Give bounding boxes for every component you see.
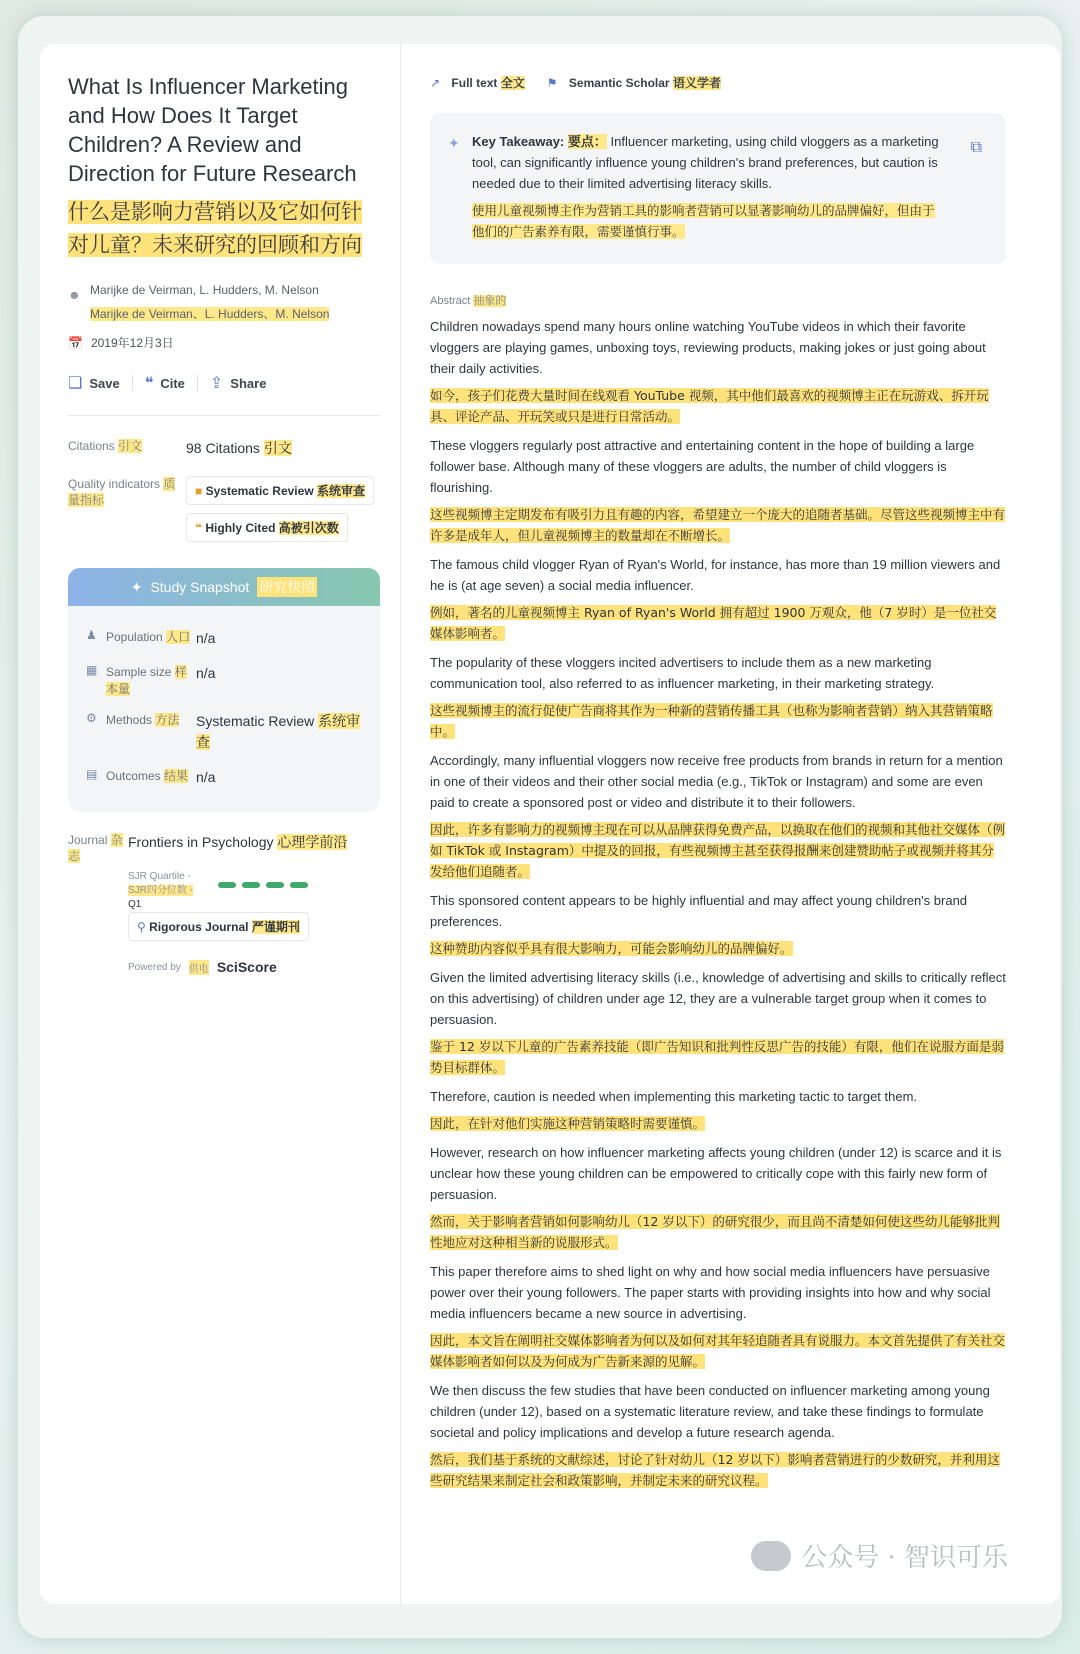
abstract-paragraph-en: These vloggers regularly post attractive and entertaining content in the hope of building a large follower base. Although many of these vloggers are adults, the number of child vloggers is flourishing.	[430, 438, 975, 495]
abstract-paragraph-en: Accordingly, many influential vloggers now receive free products from brands in return for a mention in one of their videos and their other social media (e.g., TikTok or Instagram) and some are even paid to create a sponsored post or video and distribute it to their followers.	[430, 753, 1003, 810]
abstract-paragraph-zh: 因此，在针对他们实施这种营销策略时需要谨慎。	[430, 1116, 706, 1131]
bookmark-icon: ❏	[68, 375, 83, 392]
population-icon: ♟	[86, 628, 97, 642]
snapshot-header[interactable]: ✦ Study Snapshot 研究快照	[68, 568, 380, 606]
divider	[68, 415, 380, 416]
abstract-paragraph-zh: 然而，关于影响者营销如何影响幼儿（12 岁以下）的研究很少，而且尚不清楚如何使这些幼儿能够批判性地应对这种相当新的说服形式。	[430, 1214, 1000, 1250]
abstract-paragraph-zh: 这些视频博主定期发布有吸引力且有趣的内容，希望建立一个庞大的追随者基础。尽管这些视频博主中有许多是成年人，但儿童视频博主的数量却在不断增长。	[430, 507, 1006, 543]
watermark: 公众号 · 智识可乐	[751, 1537, 1008, 1574]
abstract-paragraph-zh: 鉴于 12 岁以下儿童的广告素养技能（即广告知识和批判性反思广告的技能）有限，他们在说服方面是弱势目标群体。	[430, 1039, 1004, 1075]
abstract-paragraph-zh: 这种赞助内容似乎具有很大影响力，可能会影响幼儿的品牌偏好。	[430, 941, 793, 956]
quartile-bar	[290, 882, 308, 888]
quartile-bar	[218, 882, 236, 888]
wechat-icon	[751, 1541, 791, 1571]
paper-title-zh: 什么是影响力营销以及它如何针对儿童？未来研究的回顾和方向	[68, 200, 362, 257]
journal-row: Journal 杂志 Frontiers in Psychology 心理学前沿	[68, 833, 348, 863]
abstract-paragraph-en: Therefore, caution is needed when implementing this marketing tactic to target them.	[430, 1089, 918, 1104]
separator	[132, 375, 133, 391]
snapshot-row-methods: ⚙ Methods 方法 Systematic Review 系统审查	[86, 711, 361, 750]
paper-sidebar	[68, 72, 380, 975]
abstract-paragraph-zh: 因此，许多有影响力的视频博主现在可以从品牌获得免费产品，以换取在他们的视频和其他社交媒体（例如 TikTok 或 Instagram）中提及的回报，有些视频博主甚至获得报酬来创建赞助帖子或视频并将其分发给他们追随者。	[430, 822, 1006, 879]
citations-row: Citations 引文 98 Citations 引文	[68, 439, 292, 456]
save-button[interactable]: ❏ Save	[68, 375, 120, 392]
search-icon: ⚲	[137, 920, 146, 934]
key-takeaway: ✦ ⧉ Key Takeaway: 要点： Influencer marketing, using child vloggers as a marketing tool, can significantly influence young children's brand preferences, but caution is needed due to their limited advertising literacy skills. 使用儿童视频博主作为营销工具的影响者营销可以显著影响幼儿的品牌偏好，但由于他们的广告素养有限，需要谨慎行事。	[430, 113, 1006, 264]
methods-icon: ⚙	[86, 711, 97, 725]
calendar-icon: 📅	[68, 335, 83, 350]
outcomes-icon: ▤	[86, 767, 98, 781]
copy-icon[interactable]: ⧉	[970, 139, 982, 156]
publish-date: 📅 2019年12月3日	[68, 335, 174, 350]
abstract-paragraph-zh: 这些视频博主的流行促使广告商将其作为一种新的营销传播工具（也称为影响者营销）纳入其营销策略中。	[430, 703, 993, 739]
sciscore-logo: SciScore	[216, 959, 277, 975]
abstract-paragraph-en: Given the limited advertising literacy skills (i.e., knowledge of advertising and skills to critically reflect on this advertising) of children under age 12, they are a vulnerable target group when it comes to persuasion.	[430, 970, 1006, 1027]
journal-name[interactable]: Frontiers in Psychology 心理学前沿	[128, 834, 348, 850]
abstract-body	[430, 316, 1006, 1491]
action-bar	[68, 373, 380, 393]
authors	[68, 278, 380, 326]
semantic-scholar-icon: ⚑	[546, 76, 558, 90]
quartile-indicator	[218, 882, 380, 888]
page-frame	[18, 16, 1062, 1638]
share-icon: ⇪	[209, 375, 224, 392]
abstract-paragraph-zh: 如今，孩子们花费大量时间在线观看 YouTube 视频，其中他们最喜欢的视频博主正在玩游戏、拆开玩具、评论产品、开玩笑或只是进行日常活动。	[430, 388, 989, 424]
snapshot-row-population: ♟ Population 人口 n/a	[86, 628, 216, 646]
snapshot-row-outcomes: ▤ Outcomes 结果 n/a	[86, 767, 216, 785]
cite-button[interactable]: ❝ Cite	[144, 375, 185, 392]
abstract-label: Abstract 抽象的	[430, 295, 507, 307]
study-snapshot	[68, 568, 380, 812]
citations-count[interactable]: 98 Citations 引文	[186, 440, 292, 456]
snapshot-row-sample-size: ▦ Sample size 样本量 n/a	[86, 663, 216, 696]
abstract-paragraph-en: Children nowadays spend many hours online watching YouTube videos in which their favorite vloggers are playing games, unboxing toys, reviewing products, making jokes or just going about their daily activities.	[430, 319, 986, 376]
separator	[197, 375, 198, 391]
sample-size-icon: ▦	[86, 663, 98, 677]
semantic-scholar-link[interactable]: ⚑ Semantic Scholar 语义学者	[546, 76, 721, 90]
powered-by: Powered by 供电 SciScore	[128, 959, 277, 975]
quote-icon: ❝	[144, 375, 154, 392]
quartile-bar	[266, 882, 284, 888]
abstract-paragraph-en: The famous child vlogger Ryan of Ryan's World, for instance, has more than 19 million viewers and he is (at age seven) a social media influencer.	[430, 557, 1001, 593]
rigorous-journal-badge[interactable]: ⚲ Rigorous Journal 严谨期刊	[128, 912, 309, 941]
systematic-review-badge[interactable]: ■ Systematic Review 系统审查	[186, 476, 374, 505]
paper-main	[430, 74, 1006, 1491]
sjr-quartile: SJR Quartile - SJR四分位数 - Q1	[128, 871, 193, 910]
abstract-paragraph-en: We then discuss the few studies that have been conducted on influencer marketing among young children (under 12), based on a systematic literature review, and take these findings to formulate societal and policy implications and develop a future research agenda.	[430, 1383, 990, 1440]
external-link-icon: ↗	[430, 76, 441, 90]
snapshot-body	[68, 606, 380, 812]
abstract-paragraph-zh: 然后，我们基于系统的文献综述，讨论了针对幼儿（12 岁以下）影响者营销进行的少数研究，并利用这些研究结果来制定社会和政策影响，并制定未来的研究议程。	[430, 1452, 1000, 1488]
share-button[interactable]: ⇪ Share	[209, 375, 267, 392]
folder-icon: ■	[195, 484, 203, 498]
quality-indicators: Quality indicators 质量指标 ■ Systematic Review 系统审查 ❝ Highly Cited 高被引次数	[68, 476, 380, 550]
full-text-link[interactable]: ↗ Full text 全文	[430, 76, 525, 90]
abstract-paragraph-en: This sponsored content appears to be highly influential and may affect young children's brand preferences.	[430, 893, 968, 929]
sparkle-icon: ✦	[448, 135, 460, 151]
authors-icon: ☻	[68, 288, 81, 302]
authors-en[interactable]: Marijke de Veirman, L. Hudders, M. Nelson	[90, 283, 319, 297]
sparkle-icon: ✦	[130, 578, 143, 595]
quote-icon: ❝	[195, 521, 203, 535]
abstract-paragraph-zh: 例如，著名的儿童视频博主 Ryan of Ryan's World 拥有超过 1900 万观众，他（7 岁时）是一位社交媒体影响者。	[430, 605, 997, 641]
abstract-paragraph-en: This paper therefore aims to shed light on why and how social media influencers have persuasive power over their young followers. The paper starts with providing insights into how and why social media influencers became a new source in advertising.	[430, 1264, 991, 1321]
abstract-paragraph-en: However, research on how influencer marketing affects young children (under 12) is scarce and it is unclear how these young children can be empowered to critically cope with this fairly new form of persuasion.	[430, 1145, 1002, 1202]
paper-title-en: What Is Influencer Marketing and How Does It Target Children? A Review and Direction for Future Research	[68, 74, 357, 186]
abstract-paragraph-en: The popularity of these vloggers incited advertisers to include them as a new marketing communication tool, also referred to as influencer marketing, in their marketing strategy.	[430, 655, 935, 691]
highly-cited-badge[interactable]: ❝ Highly Cited 高被引次数	[186, 513, 348, 542]
abstract-paragraph-zh: 因此，本文旨在阐明社交媒体影响者为何以及如何对其年轻追随者具有说服力。本文首先提供了有关社交媒体影响者如何以及为何成为广告新来源的见解。	[430, 1333, 1006, 1369]
column-divider	[400, 44, 401, 1604]
source-links	[430, 74, 1006, 91]
authors-zh: Marijke de Veirman、L. Hudders、M. Nelson	[90, 307, 330, 321]
paper-card	[40, 44, 1060, 1604]
quartile-bar	[242, 882, 260, 888]
